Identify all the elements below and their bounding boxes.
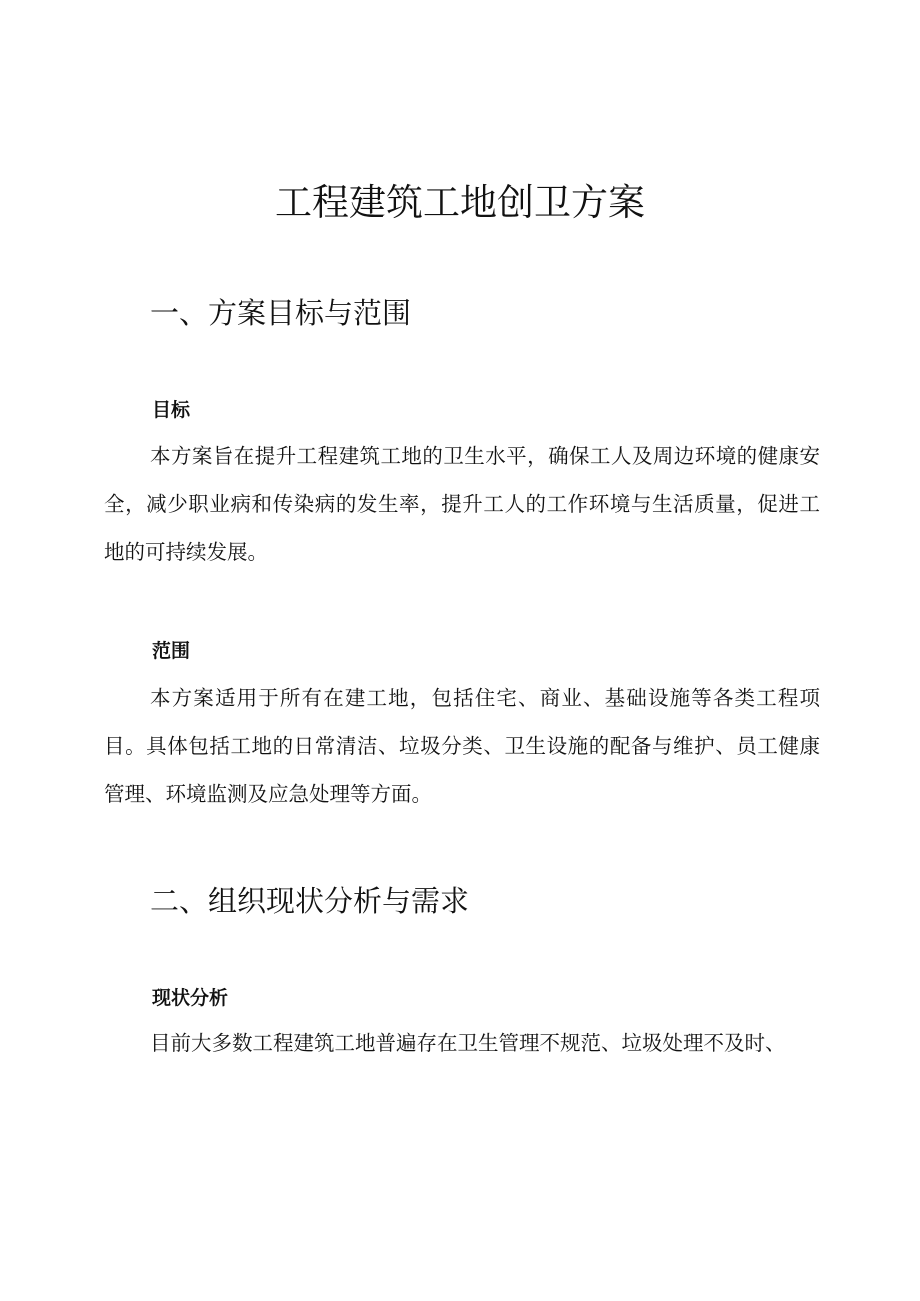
section-heading-status-needs: 二、组织现状分析与需求 [150,884,470,918]
paragraph-scope: 本方案适用于所有在建工地，包括住宅、商业、基础设施等各类工程项目。具体包括工地的日常清洁、垃圾分类、卫生设施的配备与维护、员工健康管理、环境监测及应急处理等方面。 [104,686,820,806]
subsection-heading-status-analysis: 现状分析 [152,987,229,1009]
paragraph-goal: 本方案旨在提升工程建筑工地的卫生水平，确保工人及周边环境的健康安全，减少职业病和传染病的发生率，提升工人的工作环境与生活质量，促进工地的可持续发展。 [104,444,820,564]
section-heading-goals-scope: 一、方案目标与范围 [150,296,412,330]
subsection-heading-scope: 范围 [152,640,191,662]
subsection-heading-goal: 目标 [152,399,191,421]
document-title: 工程建筑工地创卫方案 [275,181,645,224]
paragraph-status-analysis: 目前大多数工程建筑工地普遍存在卫生管理不规范、垃圾处理不及时、 [150,1031,786,1055]
